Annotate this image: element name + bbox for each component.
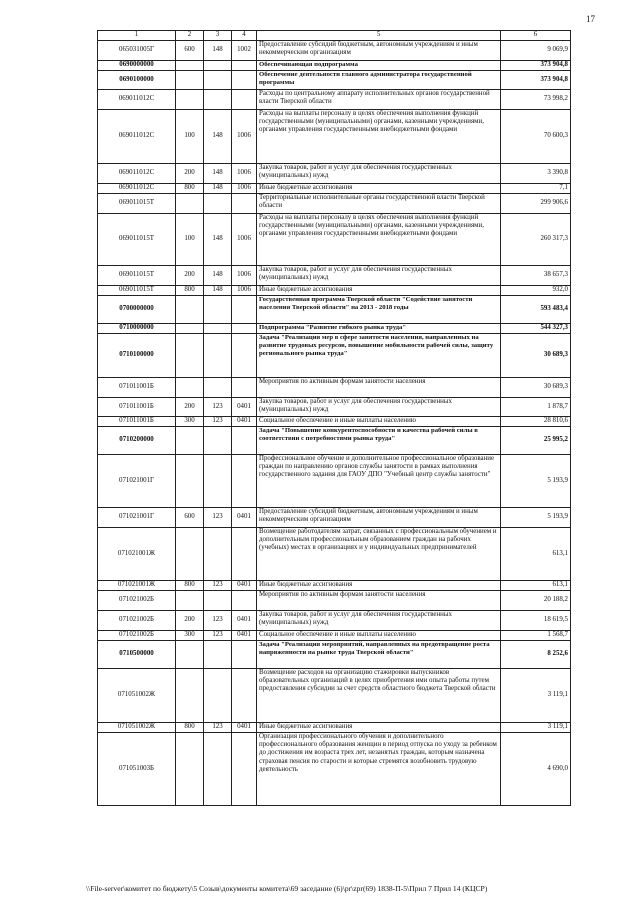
row-description-cell: Возмещение работодателям затрат, связанных с профессиональным обучением и дополнительным профессиональным образованием граждан на рабочих (учебных) местах в организациях и у индивидуальных предпринимателей [257,528,501,581]
row-code-cell: 071051003Б [98,733,176,806]
row-section-cell: 1006 [232,184,257,194]
table-row [98,324,571,334]
row-description-cell: Мероприятия по активным формам занятости населения [257,591,501,611]
row-department-cell [204,61,232,71]
row-section-cell: 1006 [232,164,257,184]
row-code-cell: 0690100000 [98,71,176,90]
row-section-cell [232,378,257,398]
row-expense-type-cell [176,669,204,723]
row-department-cell [204,455,232,508]
row-section-cell: 0401 [232,398,257,417]
row-code-cell: 069011012С [98,184,176,194]
row-description-cell: Закупка товаров, работ и услуг для обеспечения государственных (муниципальных) нужд [257,164,501,184]
row-department-cell: 148 [204,164,232,184]
row-code-cell: 071021001Г [98,508,176,528]
row-expense-type-cell: 200 [176,611,204,631]
row-section-cell [232,334,257,378]
row-code-cell: 069011012С [98,90,176,110]
row-department-cell [204,90,232,110]
row-code-cell: 0710000000 [98,324,176,334]
row-amount-cell: 73 998,2 [501,90,571,110]
row-section-cell [232,455,257,508]
row-expense-type-cell [176,296,204,324]
row-section-cell: 1006 [232,266,257,286]
row-code-cell: 069011012С [98,110,176,164]
row-expense-type-cell [176,455,204,508]
row-section-cell [232,324,257,334]
table-row [98,669,571,723]
row-code-cell: 071021001Г [98,455,176,508]
row-section-cell: 0401 [232,631,257,641]
row-description-cell: Задача "Повышение конкурентоспособности и качества рабочей силы в соответствии с потребностями рынка труда" [257,427,501,455]
row-description-cell: Мероприятия по активным формам занятости населения [257,378,501,398]
row-expense-type-cell: 200 [176,266,204,286]
row-description-cell: Социальное обеспечение и иные выплаты населению [257,417,501,427]
table-body [98,41,571,806]
row-section-cell: 0401 [232,581,257,591]
column-header-4: 4 [232,31,257,41]
budget-table [97,30,571,806]
table-row [98,334,571,378]
row-section-cell [232,296,257,324]
row-department-cell: 123 [204,723,232,733]
row-expense-type-cell: 600 [176,508,204,528]
row-section-cell: 1006 [232,110,257,164]
budget-table-container [97,30,570,806]
column-header-3: 3 [204,31,232,41]
row-department-cell: 123 [204,417,232,427]
row-section-cell [232,641,257,669]
table-row [98,214,571,266]
row-description-cell: Возмещение расходов на организацию стажировки выпускников образовательных организаций в целях приобретения ими опыта работы путем предоставления субсидии за счет средств областного бюджета Тверской области [257,669,501,723]
row-amount-cell: 373 904,8 [501,61,571,71]
row-expense-type-cell [176,528,204,581]
table-row [98,61,571,71]
row-expense-type-cell [176,61,204,71]
row-amount-cell: 613,1 [501,581,571,591]
row-department-cell: 123 [204,398,232,417]
table-row [98,398,571,417]
table-row [98,286,571,296]
row-description-cell: Профессиональное обучение и дополнительное профессиональное образование граждан по направлению органов службы занятости в рамках выполнения государственного задания для ГАОУ ДПО "Учебный центр службы занятости" [257,455,501,508]
row-section-cell [232,194,257,214]
row-amount-cell: 544 327,3 [501,324,571,334]
table-row [98,417,571,427]
row-description-cell: Иные бюджетные ассигнования [257,581,501,591]
row-amount-cell: 4 690,0 [501,733,571,806]
row-amount-cell: 5 193,9 [501,455,571,508]
row-description-cell: Организация профессионального обучения и дополнительного профессионального образования женщин в период отпуска по уходу за ребенком до достижения им возраста трех лет, незанятых граждан, которым назначена страховая пенсия по старости и которые стремятся возобновить трудовую деятельность [257,733,501,806]
row-amount-cell: 30 689,3 [501,378,571,398]
row-description-cell: Закупка товаров, работ и услуг для обеспечения государственных (муниципальных) нужд [257,398,501,417]
row-description-cell: Расходы на выплаты персоналу в целях обеспечения выполнения функций государственными (муниципальными) органами, казенными учреждениями, органами управления государственными внебюджетными фондами [257,214,501,266]
row-section-cell: 0401 [232,723,257,733]
table-row [98,733,571,806]
row-code-cell: 069011015Т [98,266,176,286]
table-row [98,591,571,611]
row-code-cell: 071011001Б [98,417,176,427]
row-amount-cell: 25 995,2 [501,427,571,455]
row-department-cell: 123 [204,611,232,631]
row-expense-type-cell [176,378,204,398]
table-row [98,528,571,581]
row-department-cell [204,71,232,90]
row-department-cell: 148 [204,266,232,286]
table-row [98,41,571,61]
row-expense-type-cell: 100 [176,110,204,164]
table-row [98,378,571,398]
row-code-cell: 071021002Б [98,591,176,611]
table-row [98,631,571,641]
row-amount-cell: 260 317,3 [501,214,571,266]
row-department-cell [204,591,232,611]
row-description-cell: Государственная программа Тверской области "Содействие занятости населения Тверской области" на 2013 - 2018 годы [257,296,501,324]
row-code-cell: 071051002Ж [98,723,176,733]
row-code-cell: 071021002Б [98,611,176,631]
row-amount-cell: 7,1 [501,184,571,194]
row-amount-cell: 5 193,9 [501,508,571,528]
row-amount-cell: 932,0 [501,286,571,296]
page-number: 17 [586,14,595,24]
row-expense-type-cell [176,641,204,669]
row-amount-cell: 3 119,1 [501,669,571,723]
row-description-cell: Обеспечение деятельности главного администратора государственной программы [257,71,501,90]
row-description-cell: Закупка товаров, работ и услуг для обеспечения государственных (муниципальных) нужд [257,266,501,286]
row-description-cell: Предоставление субсидий бюджетным, автономным учреждениям и иным некоммерческим организациям [257,41,501,61]
row-department-cell [204,334,232,378]
row-description-cell: Расходы по центральному аппарату исполнительных органов государственной власти Тверской области [257,90,501,110]
column-header-2: 2 [176,31,204,41]
row-department-cell: 148 [204,214,232,266]
row-description-cell: Предоставление субсидий бюджетным, автономным учреждениям и иным некоммерческим организациям [257,508,501,528]
row-amount-cell: 299 906,6 [501,194,571,214]
row-description-cell: Иные бюджетные ассигнования [257,286,501,296]
row-description-cell: Расходы на выплаты персоналу в целях обеспечения выполнения функций государственными (муниципальными) органами, казенными учреждениями, органами управления государственными внебюджетными фондами [257,110,501,164]
row-amount-cell: 9 069,9 [501,41,571,61]
row-section-cell [232,71,257,90]
row-amount-cell: 38 657,3 [501,266,571,286]
table-row [98,455,571,508]
table-row [98,641,571,669]
row-expense-type-cell: 600 [176,41,204,61]
row-expense-type-cell: 200 [176,398,204,417]
row-department-cell: 148 [204,41,232,61]
row-department-cell [204,296,232,324]
row-expense-type-cell [176,90,204,110]
row-section-cell: 0401 [232,508,257,528]
row-department-cell: 148 [204,286,232,296]
row-code-cell: 071051002Ж [98,669,176,723]
table-row [98,427,571,455]
row-expense-type-cell: 300 [176,417,204,427]
row-code-cell: 069011015Т [98,214,176,266]
row-amount-cell: 30 689,3 [501,334,571,378]
row-amount-cell: 3 119,1 [501,723,571,733]
column-header-1: 1 [98,31,176,41]
row-description-cell: Задача "Реализация мероприятий, направленных на предотвращение роста напряженности на рынке труда Тверской области" [257,641,501,669]
row-amount-cell: 18 619,5 [501,611,571,631]
row-expense-type-cell: 200 [176,164,204,184]
row-code-cell: 069011015Т [98,286,176,296]
row-code-cell: 071021002Б [98,631,176,641]
table-row [98,71,571,90]
file-path-footer: \\File-server\комитет по бюджету\5 Созыв\документы комитета\69 заседание (6)\pr\zpr(69) 1838-П-5\Прил 7 Прил 14 (КЦСР) [86,884,488,893]
row-department-cell: 148 [204,110,232,164]
table-row [98,164,571,184]
row-expense-type-cell: 800 [176,581,204,591]
row-code-cell: 0710500000 [98,641,176,669]
row-code-cell: 065031005Г [98,41,176,61]
row-amount-cell: 3 390,8 [501,164,571,184]
table-row [98,266,571,286]
row-section-cell: 1006 [232,214,257,266]
row-code-cell: 071021001Ж [98,581,176,591]
row-expense-type-cell: 800 [176,286,204,296]
row-expense-type-cell [176,334,204,378]
column-header-6: 6 [501,31,571,41]
table-row [98,90,571,110]
row-code-cell: 069011015Т [98,194,176,214]
row-department-cell [204,733,232,806]
row-description-cell: Территориальные исполнительные органы государственной власти Тверской области [257,194,501,214]
row-description-cell: Подпрограмма "Развитие гибкого рынка труда" [257,324,501,334]
row-amount-cell: 28 810,6 [501,417,571,427]
row-section-cell [232,90,257,110]
row-amount-cell: 70 600,3 [501,110,571,164]
row-description-cell: Задача "Реализация мер в сфере занятости населения, направленных на развитие трудовых ресурсов, повышение мобильности рабочей силы, защиту регионального рынка труда" [257,334,501,378]
table-row [98,581,571,591]
row-code-cell: 0690000000 [98,61,176,71]
row-amount-cell: 20 188,2 [501,591,571,611]
row-department-cell [204,641,232,669]
row-description-cell: Обеспечивающая подпрограмма [257,61,501,71]
row-section-cell [232,61,257,71]
row-expense-type-cell [176,733,204,806]
row-section-cell: 1006 [232,286,257,296]
row-amount-cell: 1 878,7 [501,398,571,417]
row-department-cell [204,324,232,334]
row-description-cell: Иные бюджетные ассигнования [257,723,501,733]
row-section-cell [232,427,257,455]
row-section-cell [232,669,257,723]
table-row [98,296,571,324]
row-section-cell: 0401 [232,417,257,427]
row-amount-cell: 373 904,8 [501,71,571,90]
row-code-cell: 071021001Ж [98,528,176,581]
row-expense-type-cell: 100 [176,214,204,266]
table-row [98,723,571,733]
table-row [98,611,571,631]
row-section-cell [232,591,257,611]
row-description-cell: Социальное обеспечение и иные выплаты населению [257,631,501,641]
row-code-cell: 069011012С [98,164,176,184]
table-row [98,110,571,164]
row-department-cell [204,378,232,398]
row-expense-type-cell: 300 [176,631,204,641]
row-amount-cell: 8 252,6 [501,641,571,669]
row-code-cell: 0710200000 [98,427,176,455]
row-description-cell: Закупка товаров, работ и услуг для обеспечения государственных (муниципальных) нужд [257,611,501,631]
row-expense-type-cell [176,194,204,214]
row-section-cell [232,528,257,581]
row-code-cell: 0700000000 [98,296,176,324]
row-department-cell [204,194,232,214]
row-amount-cell: 1 568,7 [501,631,571,641]
row-section-cell: 0401 [232,611,257,631]
row-department-cell: 123 [204,581,232,591]
table-row [98,194,571,214]
row-department-cell: 123 [204,508,232,528]
table-row [98,508,571,528]
row-code-cell: 071011001Б [98,398,176,417]
row-expense-type-cell [176,71,204,90]
row-code-cell: 071011001Б [98,378,176,398]
row-section-cell [232,733,257,806]
row-department-cell [204,669,232,723]
table-header-row [98,31,571,41]
row-amount-cell: 593 483,4 [501,296,571,324]
row-department-cell: 148 [204,184,232,194]
row-expense-type-cell: 800 [176,723,204,733]
row-department-cell [204,528,232,581]
column-header-5: 5 [257,31,501,41]
table-row [98,184,571,194]
row-expense-type-cell [176,324,204,334]
row-expense-type-cell [176,591,204,611]
row-department-cell [204,427,232,455]
row-amount-cell: 613,1 [501,528,571,581]
row-expense-type-cell: 800 [176,184,204,194]
row-section-cell: 1002 [232,41,257,61]
row-department-cell: 123 [204,631,232,641]
row-code-cell: 0710100000 [98,334,176,378]
row-description-cell: Иные бюджетные ассигнования [257,184,501,194]
row-expense-type-cell [176,427,204,455]
